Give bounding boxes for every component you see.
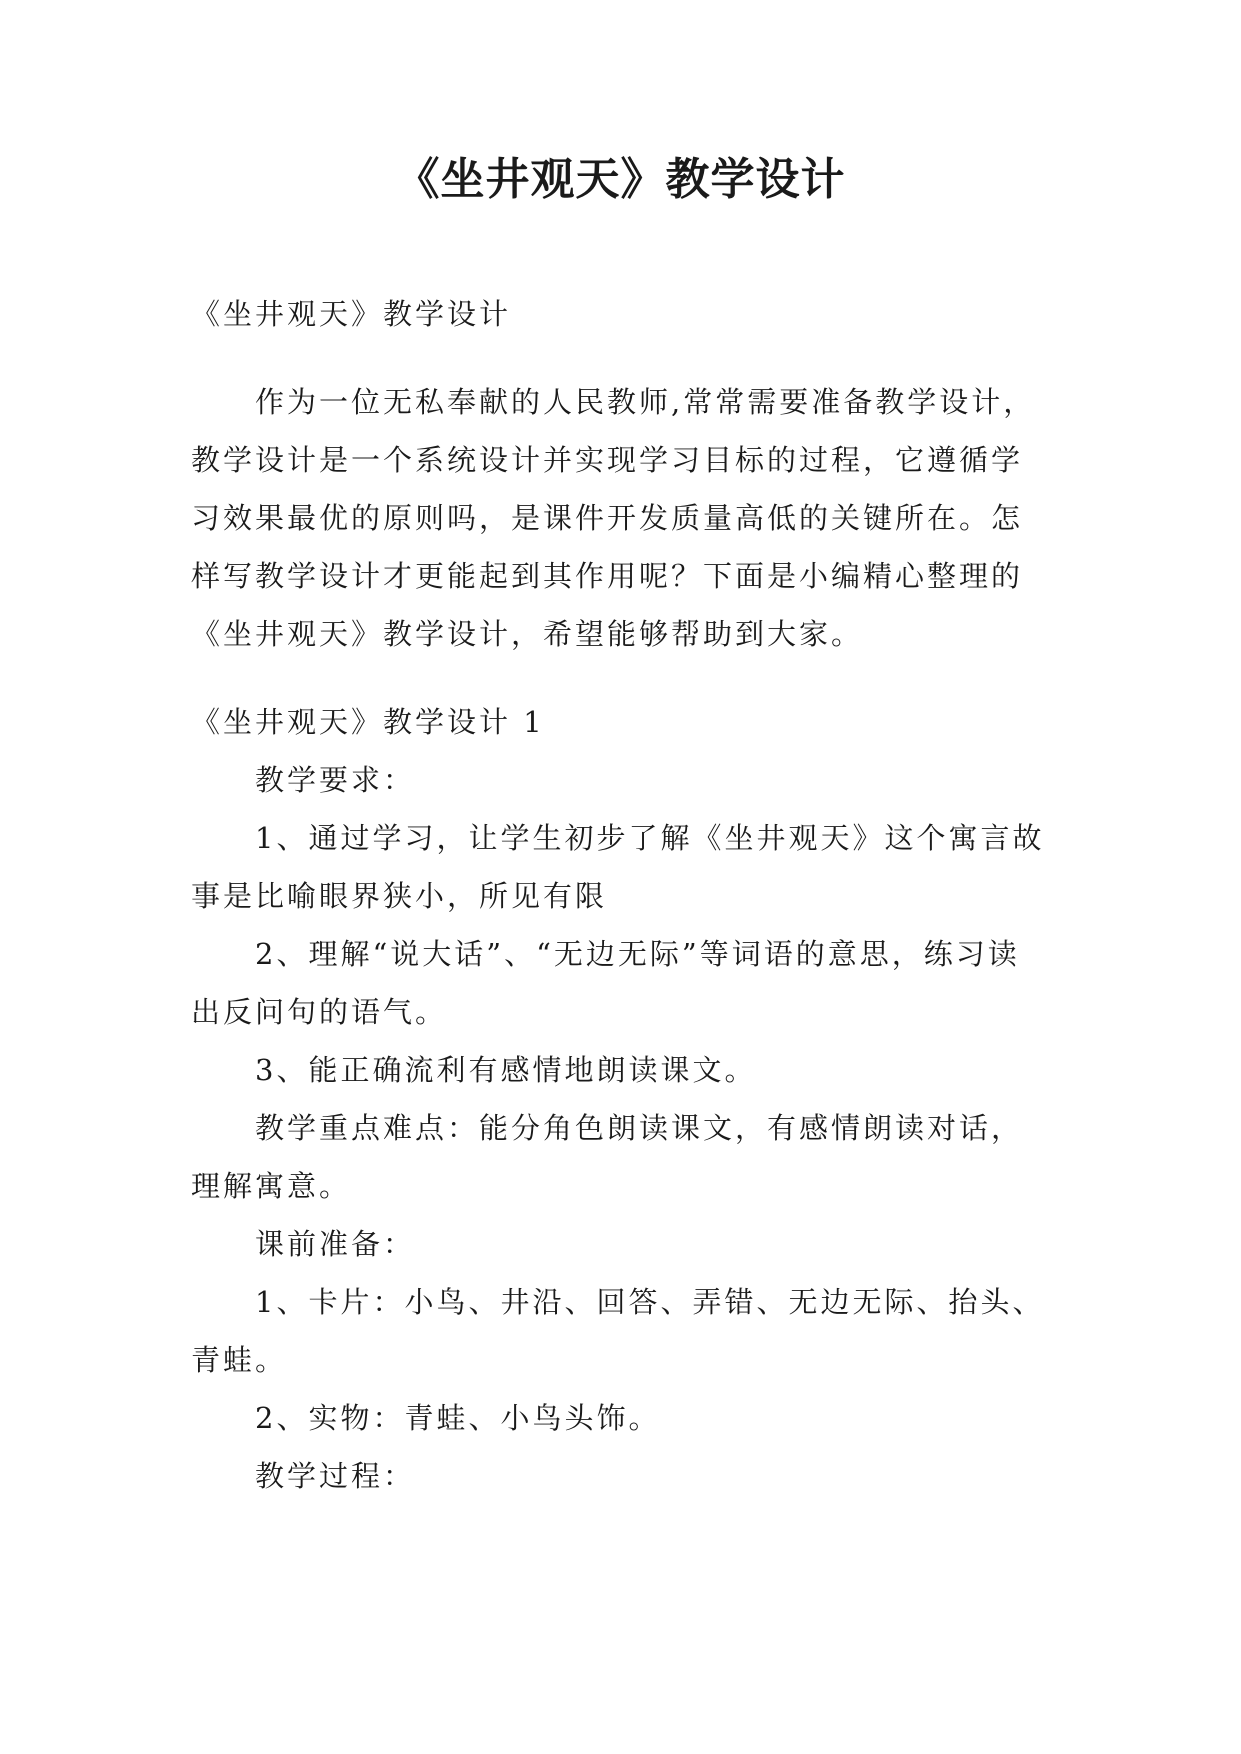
requirement-item-3: 3、能正确流利有感情地朗读课文。	[255, 1053, 757, 1087]
requirement-item-1: 1、通过学习，让学生初步了解《坐井观天》这个寓言故事是比喻眼界狭小，所见有限	[191, 821, 1045, 913]
intro-paragraph: 作为一位无私奉献的人民教师,常常需要准备教学设计，教学设计是一个系统设计并实现学习目标的过程，它遵循学习效果最优的原则吗，是课件开发质量高低的关键所在。怎样写教学设计才更能起到其作用呢？下面是小编精心整理的《坐井观天》教学设计，希望能够帮助到大家。	[191, 385, 1036, 651]
prep-item-1: 1、卡片：小鸟、井沿、回答、弄错、无边无际、抬头、青蛙。	[191, 1285, 1045, 1377]
prep-label: 课前准备：	[255, 1227, 416, 1261]
section-heading: 《坐井观天》教学设计 1	[191, 705, 545, 739]
requirements-label: 教学要求：	[255, 763, 416, 797]
key-points-paragraph: 教学重点难点：能分角色朗读课文，有感情朗读对话，理解寓意。	[191, 1111, 1024, 1203]
document-body	[191, 285, 1051, 1505]
process-label: 教学过程：	[255, 1459, 416, 1493]
prep-item-2: 2、实物：青蛙、小鸟头饰。	[255, 1401, 661, 1435]
requirement-item-2: 2、理解“说大话”、“无边无际”等词语的意思，练习读出反问句的语气。	[191, 937, 1020, 1029]
document-subtitle: 《坐井观天》教学设计	[191, 297, 512, 331]
document-title: 《坐井观天》教学设计	[395, 154, 846, 205]
